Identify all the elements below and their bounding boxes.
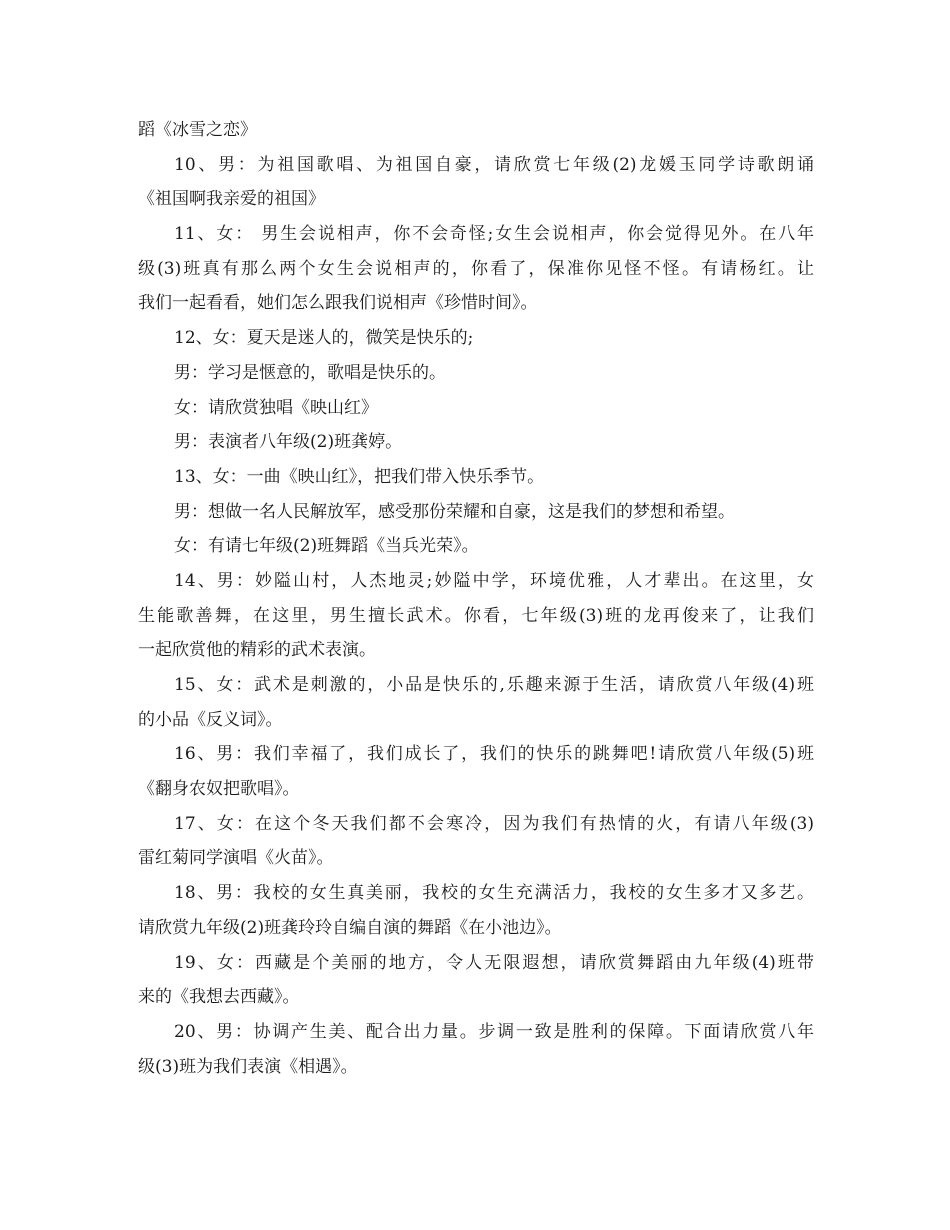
- text-line: 男：学习是惬意的，歌唱是快乐的。: [174, 362, 446, 383]
- text-line: 17、女：在这个冬天我们都不会寒冷，因为我们有热情的火，有请八年级(3): [174, 813, 814, 834]
- text-line: 男：想做一名人民解放军，感受那份荣耀和自豪，这是我们的梦想和希望。: [174, 501, 735, 522]
- text-line: 13、女：一曲《映山红》，把我们带入快乐季节。: [174, 466, 545, 487]
- text-line: 《翻身农奴把歌唱》。: [138, 779, 300, 800]
- text-line: 10、男：为祖国歌唱、为祖国自豪，请欣赏七年级(2)龙媛玉同学诗歌朗诵: [174, 154, 814, 175]
- text-line: 20、男：协调产生美、配合出力量。步调一致是胜利的保障。下面请欣赏八年: [174, 1021, 814, 1042]
- text-line: 来的《我想去西藏》。: [138, 987, 300, 1008]
- text-line: 生能歌善舞，在这里，男生擅长武术。你看，七年级(3)班的龙再俊来了，让我们: [138, 605, 814, 626]
- text-line: 19、女：西藏是个美丽的地方，令人无限遐想，请欣赏舞蹈由九年级(4)班带: [174, 952, 814, 973]
- document-body: [138, 113, 814, 1084]
- text-line: 女：请欣赏独唱《映山红》: [174, 397, 378, 418]
- text-line: 14、男：妙隘山村，人杰地灵;妙隘中学，环境优雅，人才辈出。在这里，女: [174, 570, 814, 591]
- text-line: 女：有请七年级(2)班舞蹈《当兵光荣》。: [174, 536, 479, 557]
- text-line: 18、男：我校的女生真美丽，我校的女生充满活力，我校的女生多才又多艺。: [174, 883, 814, 904]
- text-line: 蹈《冰雪之恋》: [138, 120, 257, 140]
- text-line: 一起欣赏他的精彩的武术表演。: [138, 640, 376, 661]
- text-line: 男：表演者八年级(2)班龚婷。: [174, 432, 403, 453]
- text-line: 16、男：我们幸福了，我们成长了，我们的快乐的跳舞吧!请欣赏八年级(5)班: [174, 744, 814, 765]
- text-line: 我们一起看看，她们怎么跟我们说相声《珍惜时间》。: [138, 293, 538, 314]
- text-line: 级(3)班真有那么两个女生会说相声的，你看了，保准你见怪不怪。有请杨红。让: [138, 258, 814, 279]
- text-line: 《祖国啊我亲爱的祖国》: [138, 189, 325, 210]
- text-line: 的小品《反义词》。: [138, 709, 283, 730]
- text-line: 12、女：夏天是迷人的，微笑是快乐的;: [174, 328, 474, 349]
- text-line: 级(3)班为我们表演《相遇》。: [138, 1056, 358, 1077]
- text-line: 雷红菊同学演唱《火苗》。: [138, 848, 334, 869]
- text-line: 15、女：武术是刺激的，小品是快乐的,乐趣来源于生活，请欣赏八年级(4)班: [174, 675, 814, 695]
- text-line: 11、女： 男生会说相声，你不会奇怪;女生会说相声，你会觉得见外。在八年: [174, 224, 814, 245]
- text-line: 请欣赏九年级(2)班龚玲玲自编自演的舞蹈《在小池边》。: [138, 917, 562, 938]
